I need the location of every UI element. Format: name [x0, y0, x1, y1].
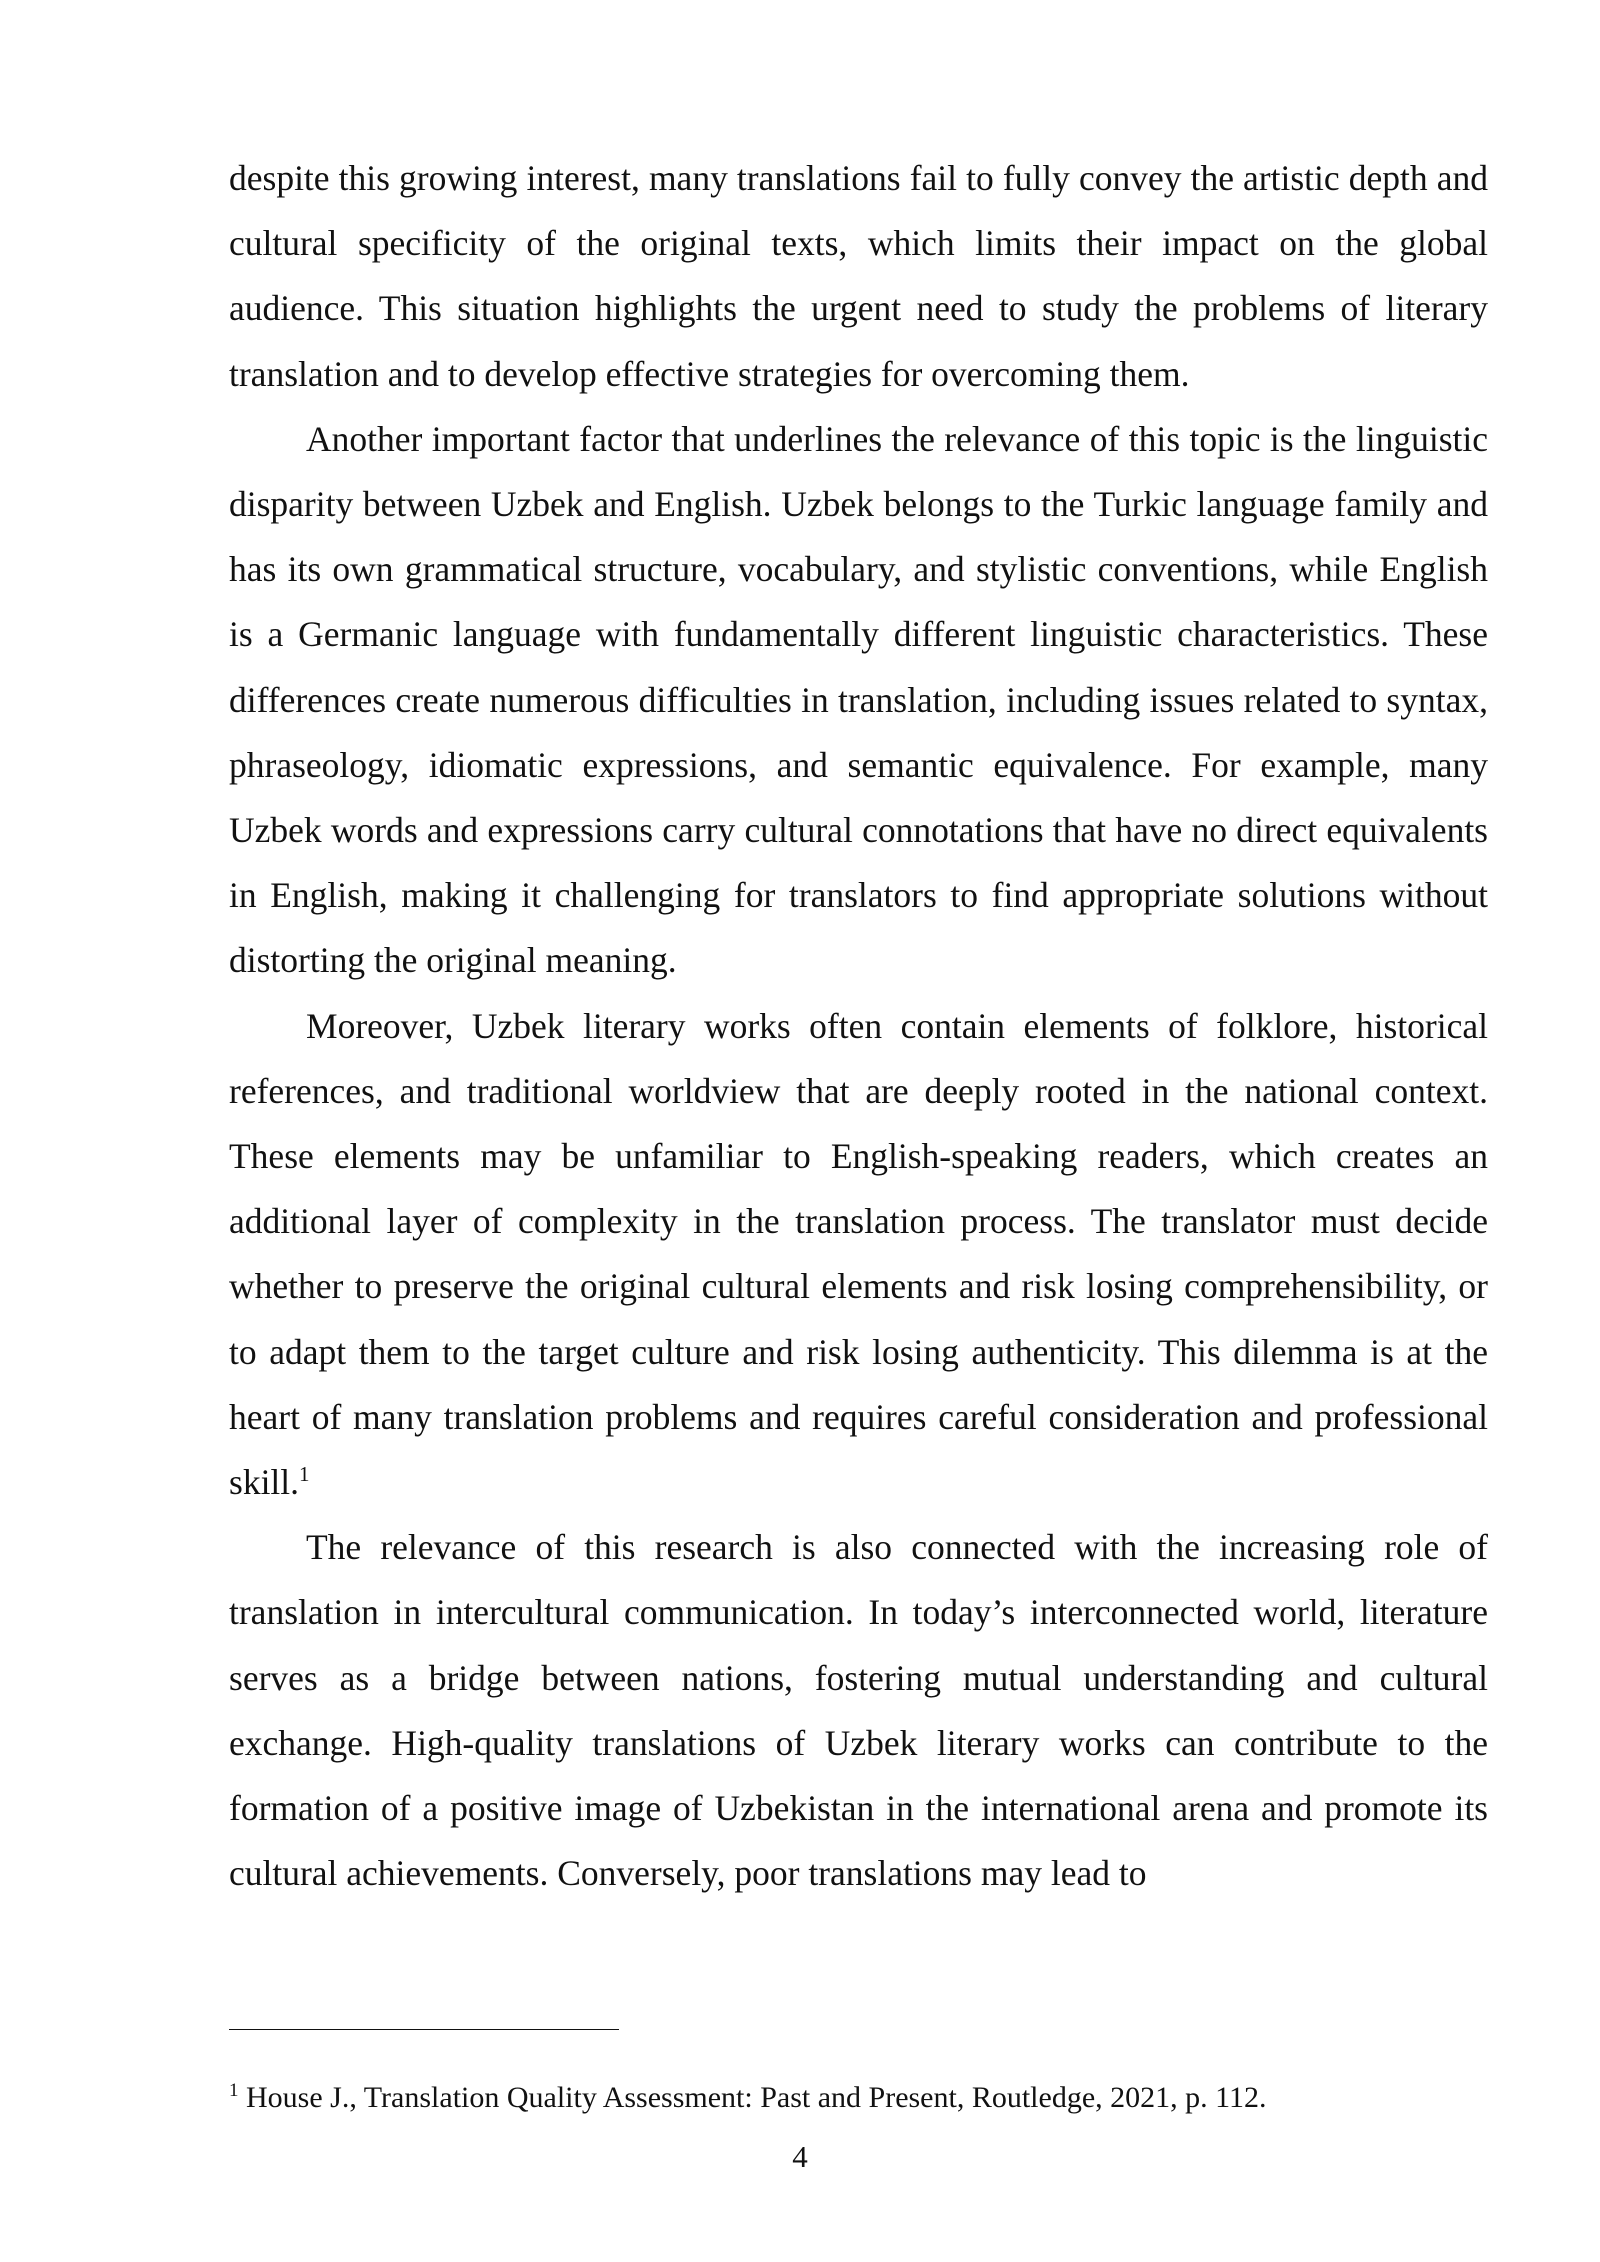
page-number: 4 [792, 2139, 808, 2174]
footnote-text: House J., Translation Quality Assessment: Past and Present, Routledge, 2021, p. 112. [238, 2081, 1267, 2114]
footnote-reference: 1 [299, 1462, 310, 1487]
paragraph-2: Another important factor that underlines the relevance of this topic is the linguistic disparity between Uzbek and English. Uzbek belongs to the Turkic language family and has its own grammatical structure, vocabulary, and stylistic conventions, while English is a Germanic language with fundamentally different linguistic characteristics. These differences create numerous difficulties in translation, including issues related to syntax, phraseology, idiomatic expressions, and semantic equivalence. For example, many Uzbek words and expressions carry cultural connotations that have no direct equivalents in English, making it challenging for translators to find appropriate solutions without distorting the original meaning. [229, 418, 1488, 981]
footnote [229, 2078, 1488, 2118]
body-text [229, 146, 1488, 1906]
paragraph-3-text: Moreover, Uzbek literary works often contain elements of folklore, historical references, and traditional worldview that are deeply rooted in the national context. These elements may be unfamiliar to English-speaking readers, which creates an additional layer of complexity in the translation process. The translator must decide whether to preserve the original cultural elements and risk losing comprehensibility, or to adapt them to the target culture and risk losing authenticity. This dilemma is at the heart of many translation problems and requires careful consideration and professional skill. [229, 1005, 1488, 1503]
footnote-number: 1 [229, 2080, 239, 2101]
footnote-separator [229, 2029, 619, 2030]
paragraph-3 [229, 994, 1488, 1516]
paragraph-4: The relevance of this research is also connected with the increasing role of translation in intercultural communication. In today’s interconnected world, literature serves as a bridge between nations, fostering mutual understanding and cultural exchange. High-quality translations of Uzbek literary works can contribute to the formation of a positive image of Uzbekistan in the international arena and promote its cultural achievements. Conversely, poor translations may lead to [229, 1527, 1488, 1894]
paragraph-1: despite this growing interest, many translations fail to fully convey the artistic depth and cultural specificity of the original texts, which limits their impact on the global audience. This situation highlights the urgent need to study the problems of literary translation and to develop effective strategies for overcoming them. [229, 158, 1488, 394]
